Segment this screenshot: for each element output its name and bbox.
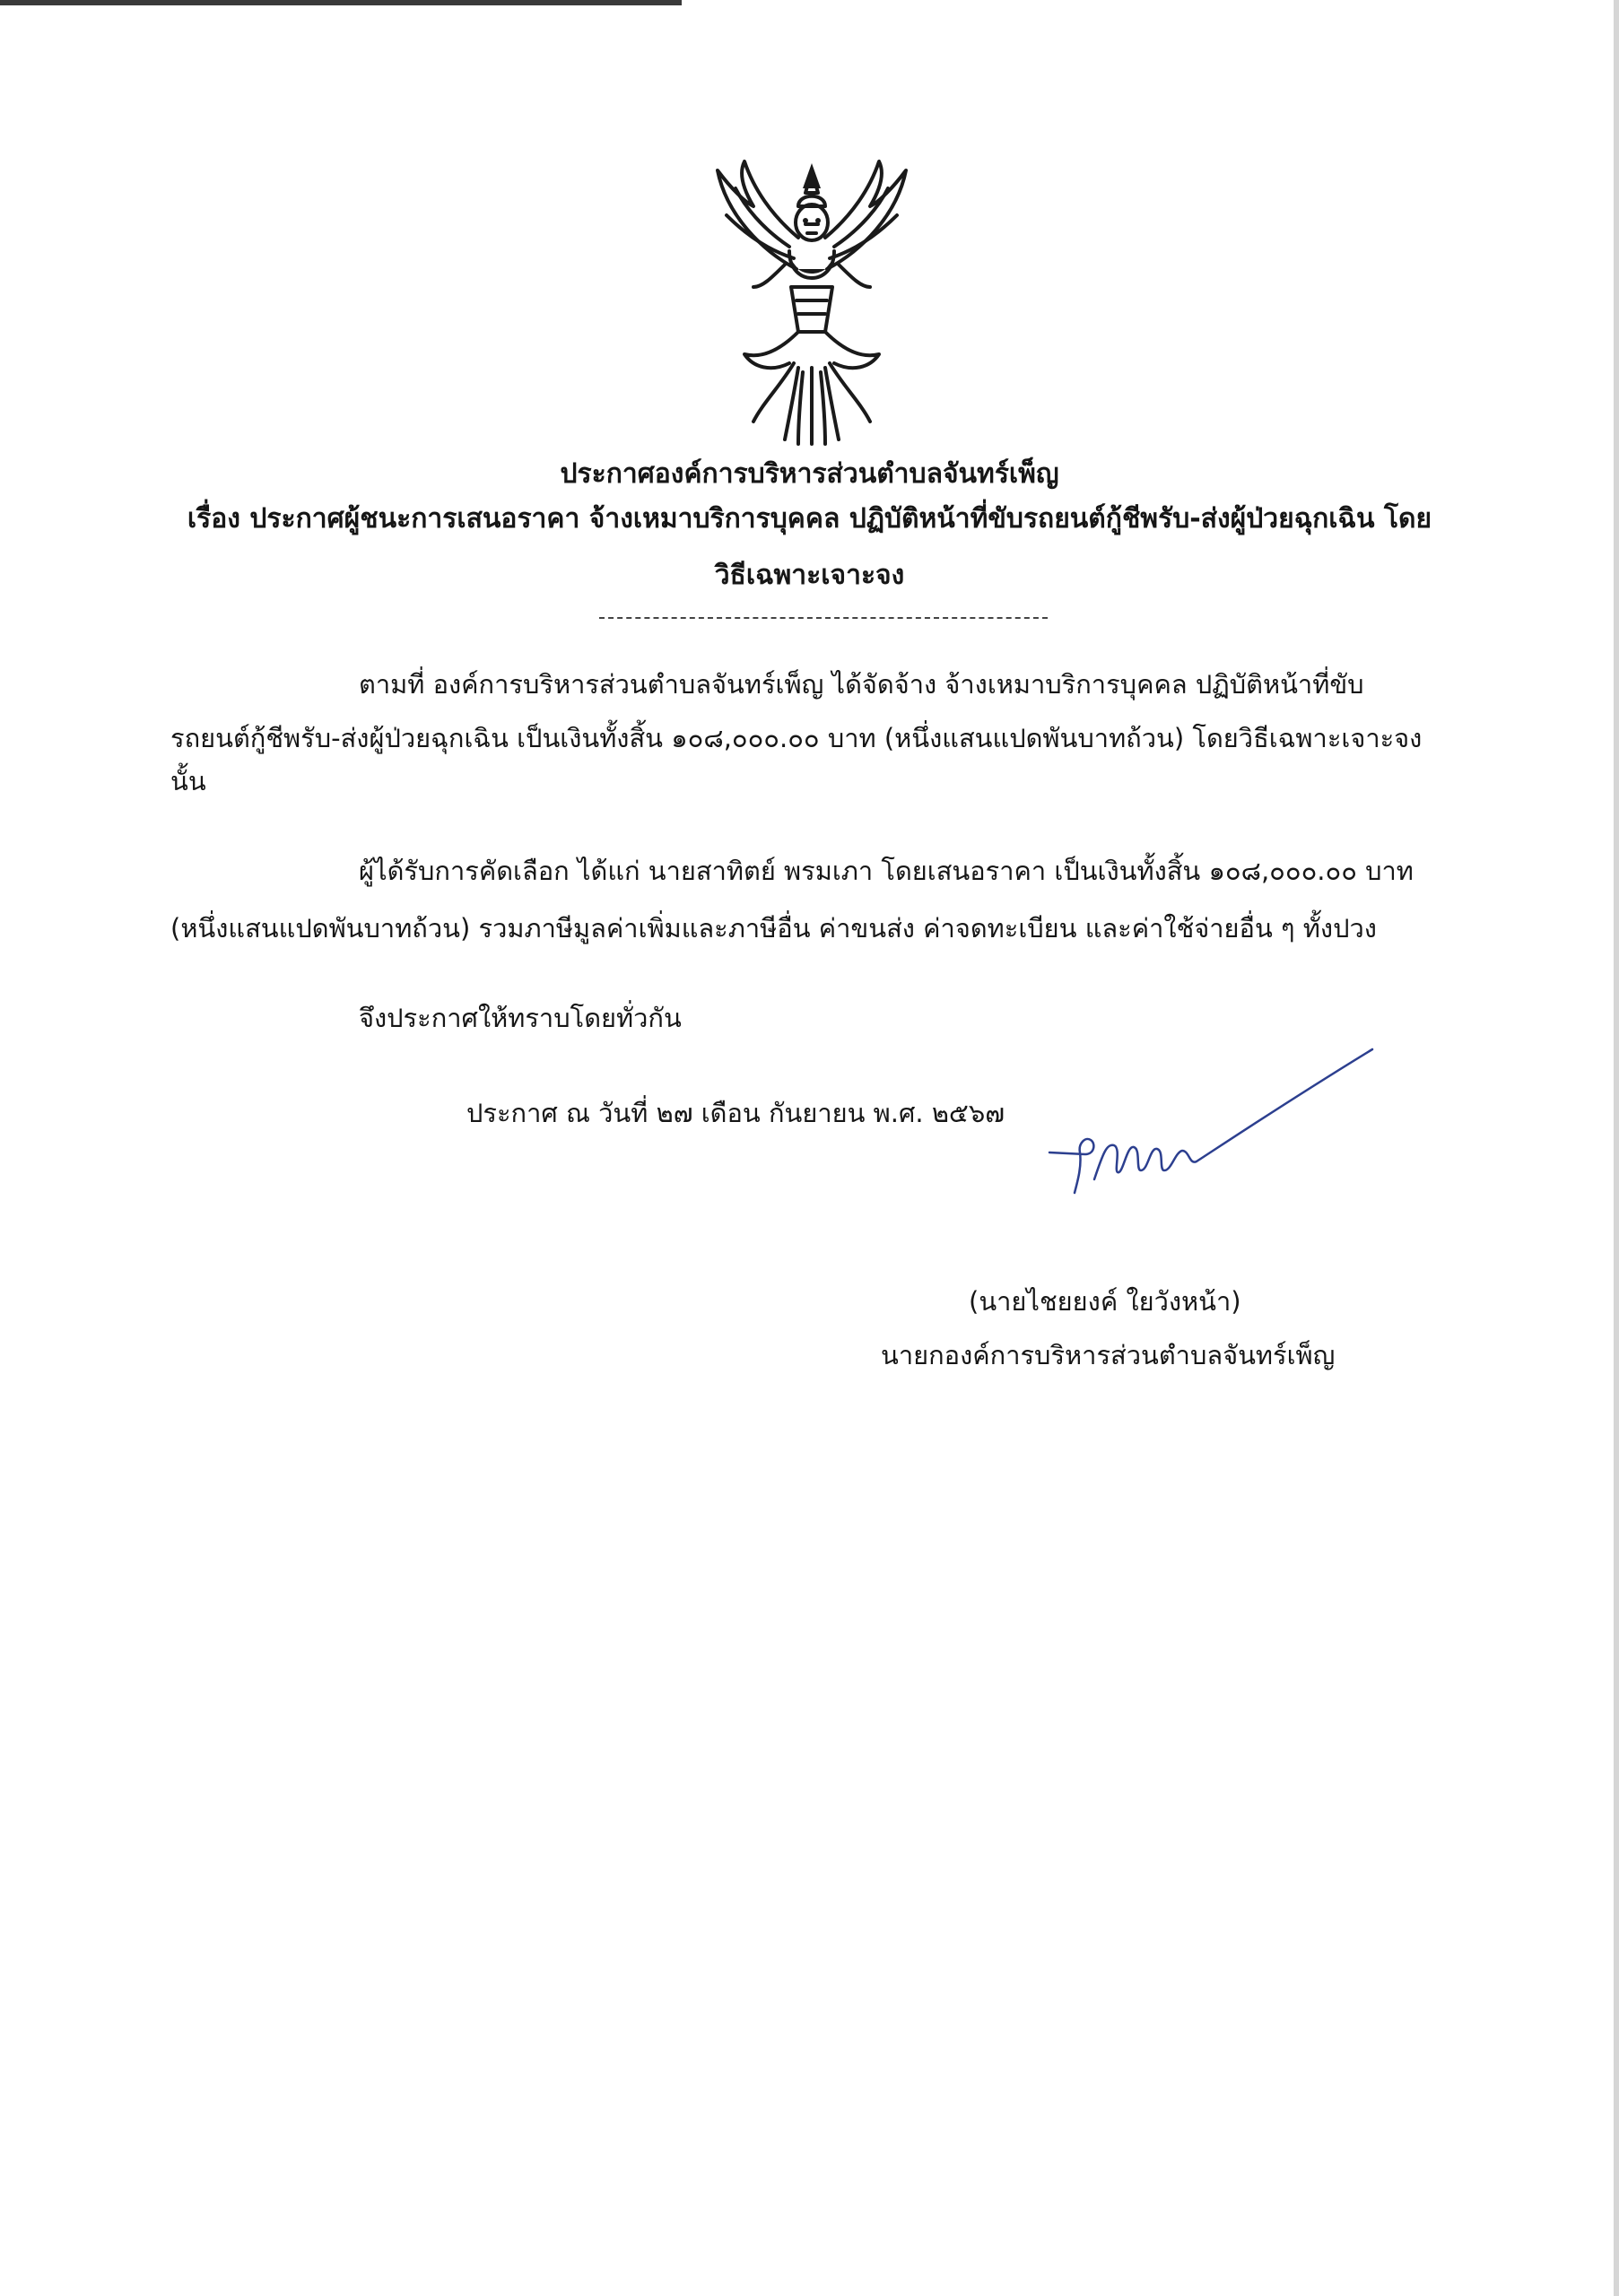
announcement-subject-line2: วิธีเฉพาะเจาะจง [714,560,905,591]
paragraph2-line1: ผู้ได้รับการคัดเลือก ได้แก่ นายสาทิตย์ พรมเภา โดยเสนอราคา เป็นเงินทั้งสิ้น ๑๐๘,๐๐๐.๐๐ บาท [359,856,1414,886]
paragraph1-line3: นั้น [170,766,206,796]
handwritten-signature [1031,1045,1390,1224]
signer-name: (นายไชยยงค์ ใยวังหน้า) [969,1286,1241,1317]
signer-position: นายกองค์การบริหารส่วนตำบลจันทร์เพ็ญ [881,1340,1336,1370]
scan-edge-top [0,0,682,5]
scan-edge-right [1614,0,1619,2296]
paragraph1-line2: รถยนต์กู้ชีพรับ-ส่งผู้ป่วยฉุกเฉิน เป็นเงินทั้งสิ้น ๑๐๘,๐๐๐.๐๐ บาท (หนึ่งแสนแปดพันบาทถ้วน) โดยวิธีเฉพาะเจาะจง [170,723,1423,753]
announcement-subject-line1: เรื่อง ประกาศผู้ชนะการเสนอราคา จ้างเหมาบริการบุคคล ปฏิบัติหน้าที่ขับรถยนต์กู้ชีพรับ-ส่งผู้ป่วยฉุกเฉิน โดย [187,503,1432,535]
dashed-separator [599,617,1048,619]
closing-statement: จึงประกาศให้ทราบโดยทั่วกัน [359,1003,682,1033]
announcement-date: ประกาศ ณ วันที่ ๒๗ เดือน กันยายน พ.ศ. ๒๕๖๗ [466,1098,1005,1128]
announcement-title: ประกาศองค์การบริหารส่วนตำบลจันทร์เพ็ญ [560,458,1059,490]
garuda-emblem-icon [691,152,933,448]
paragraph1-line1: ตามที่ องค์การบริหารส่วนตำบลจันทร์เพ็ญ ได้จัดจ้าง จ้างเหมาบริการบุคคล ปฏิบัติหน้าที่ขับ [359,669,1364,700]
paragraph2-line2: (หนึ่งแสนแปดพันบาทถ้วน) รวมภาษีมูลค่าเพิ่มและภาษีอื่น ค่าขนส่ง ค่าจดทะเบียน และค่าใช้จ่ายอื่น ๆ ทั้งปวง [170,913,1377,944]
